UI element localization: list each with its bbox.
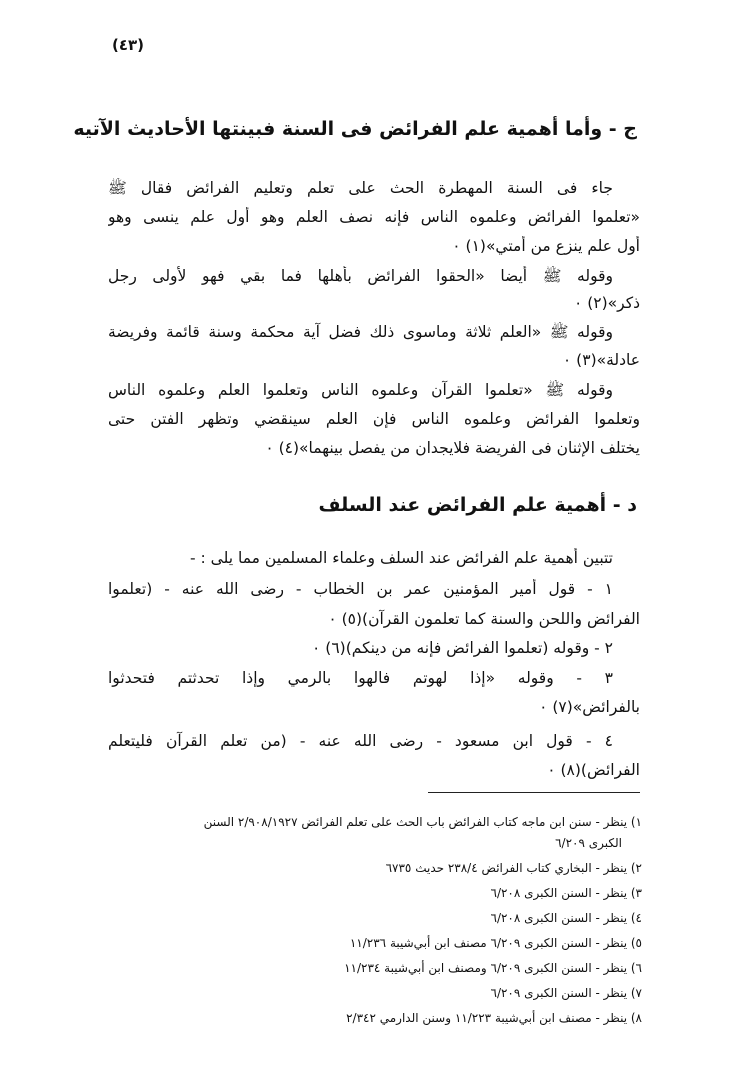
list-item: ١ - قول أمير المؤمنين عمر بن الخطاب - رضى الله عنه - (تعلموا — [108, 580, 613, 598]
paragraph-line: تتبين أهمية علم الفرائض عند السلف وعلماء المسلمين مما يلى : - — [190, 549, 613, 567]
footnote: ٨) ينظر - مصنف ابن أبي‌شيبة ١١/٢٢٣ وسنن الدارمي ٢/٣٤٢ — [346, 1011, 642, 1025]
section-heading-c: ج - وأما أهمية علم الفرائض فى السنة فبينتها الأحاديث الآتيه — [73, 118, 637, 140]
footnote: ٧) ينظر - السنن الكبرى ٦/٢٠٩ — [490, 986, 642, 1000]
page-number: (٤٣) — [112, 36, 145, 54]
list-item-continuation: الفرائض واللحن والسنة كما تعلمون القرآن)(٥) ٠ — [328, 610, 640, 628]
footnote: ٥) ينظر - السنن الكبرى ٦/٢٠٩ مصنف ابن أبي‌شيبة ١١/٢٣٦ — [349, 936, 642, 950]
list-item-continuation: بالفرائض»(٧) ٠ — [539, 698, 640, 716]
list-item: ٤ - قول ابن مسعود - رضى الله عنه - (من تعلم القرآن فليتعلم — [108, 732, 613, 750]
paragraph-line: «تعلموا الفرائض وعلموه الناس فإنه نصف العلم وهو أول علم ينسى وهو — [108, 208, 640, 226]
footnote: ١) ينظر - سنن ابن ماجه كتاب الفرائض باب الحث على تعلم الفرائض ٢/٩٠٨/١٩٢٧ السنن — [203, 815, 642, 829]
paragraph-line: وقوله ﷺ «تعلموا القرآن وعلموه الناس وتعلموا العلم وعلموه الناس — [108, 381, 613, 399]
paragraph-line: عادلة»(٣) ٠ — [562, 351, 640, 369]
footnote-divider — [428, 792, 640, 793]
section-heading-d: د - أهمية علم الفرائض عند السلف — [318, 494, 637, 516]
paragraph-line: وتعلموا الفرائض وعلموه الناس فإن العلم سينقضي وتظهر الفتن حتى — [108, 410, 640, 428]
paragraph-line: أول علم ينزع من أمتي»(١) ٠ — [452, 237, 640, 255]
paragraph-line: وقوله ﷺ «العلم ثلاثة وماسوى ذلك فضل آية محكمة وسنة قائمة وفريضة — [108, 323, 613, 341]
paragraph-line: وقوله ﷺ أيضا «الحقوا الفرائض بأهلها فما بقي فهو لأولى رجل — [108, 267, 613, 285]
footnote: ٦) ينظر - السنن الكبرى ٦/٢٠٩ ومصنف ابن أبي‌شيبة ١١/٢٣٤ — [344, 961, 642, 975]
list-item-continuation: الفرائض)(٨) ٠ — [547, 761, 640, 779]
footnote-continuation: الكبرى ٦/٢٠٩ — [555, 836, 622, 850]
paragraph-line: يختلف الإثنان فى الفريضة فلايجدان من يفصل بينهما»(٤) ٠ — [265, 439, 640, 457]
list-item: ٣ - وقوله «إذا لهوتم فالهوا بالرمي وإذا تحدثتم فتحدثوا — [108, 669, 613, 687]
footnote: ٣) ينظر - السنن الكبرى ٦/٢٠٨ — [490, 886, 642, 900]
footnote: ٤) ينظر - السنن الكبرى ٦/٢٠٨ — [490, 911, 642, 925]
paragraph-line: ذكر»(٢) ٠ — [573, 294, 640, 312]
list-item: ٢ - وقوله (تعلموا الفرائض فإنه من دينكم)(٦) ٠ — [312, 639, 613, 657]
paragraph-line: جاء فى السنة المهطرة الحث على تعلم وتعليم الفرائض فقال ﷺ — [108, 179, 613, 197]
footnote: ٢) ينظر - البخاري كتاب الفرائض ٢٣٨/٤ حديث ٦٧٣٥ — [385, 861, 642, 875]
